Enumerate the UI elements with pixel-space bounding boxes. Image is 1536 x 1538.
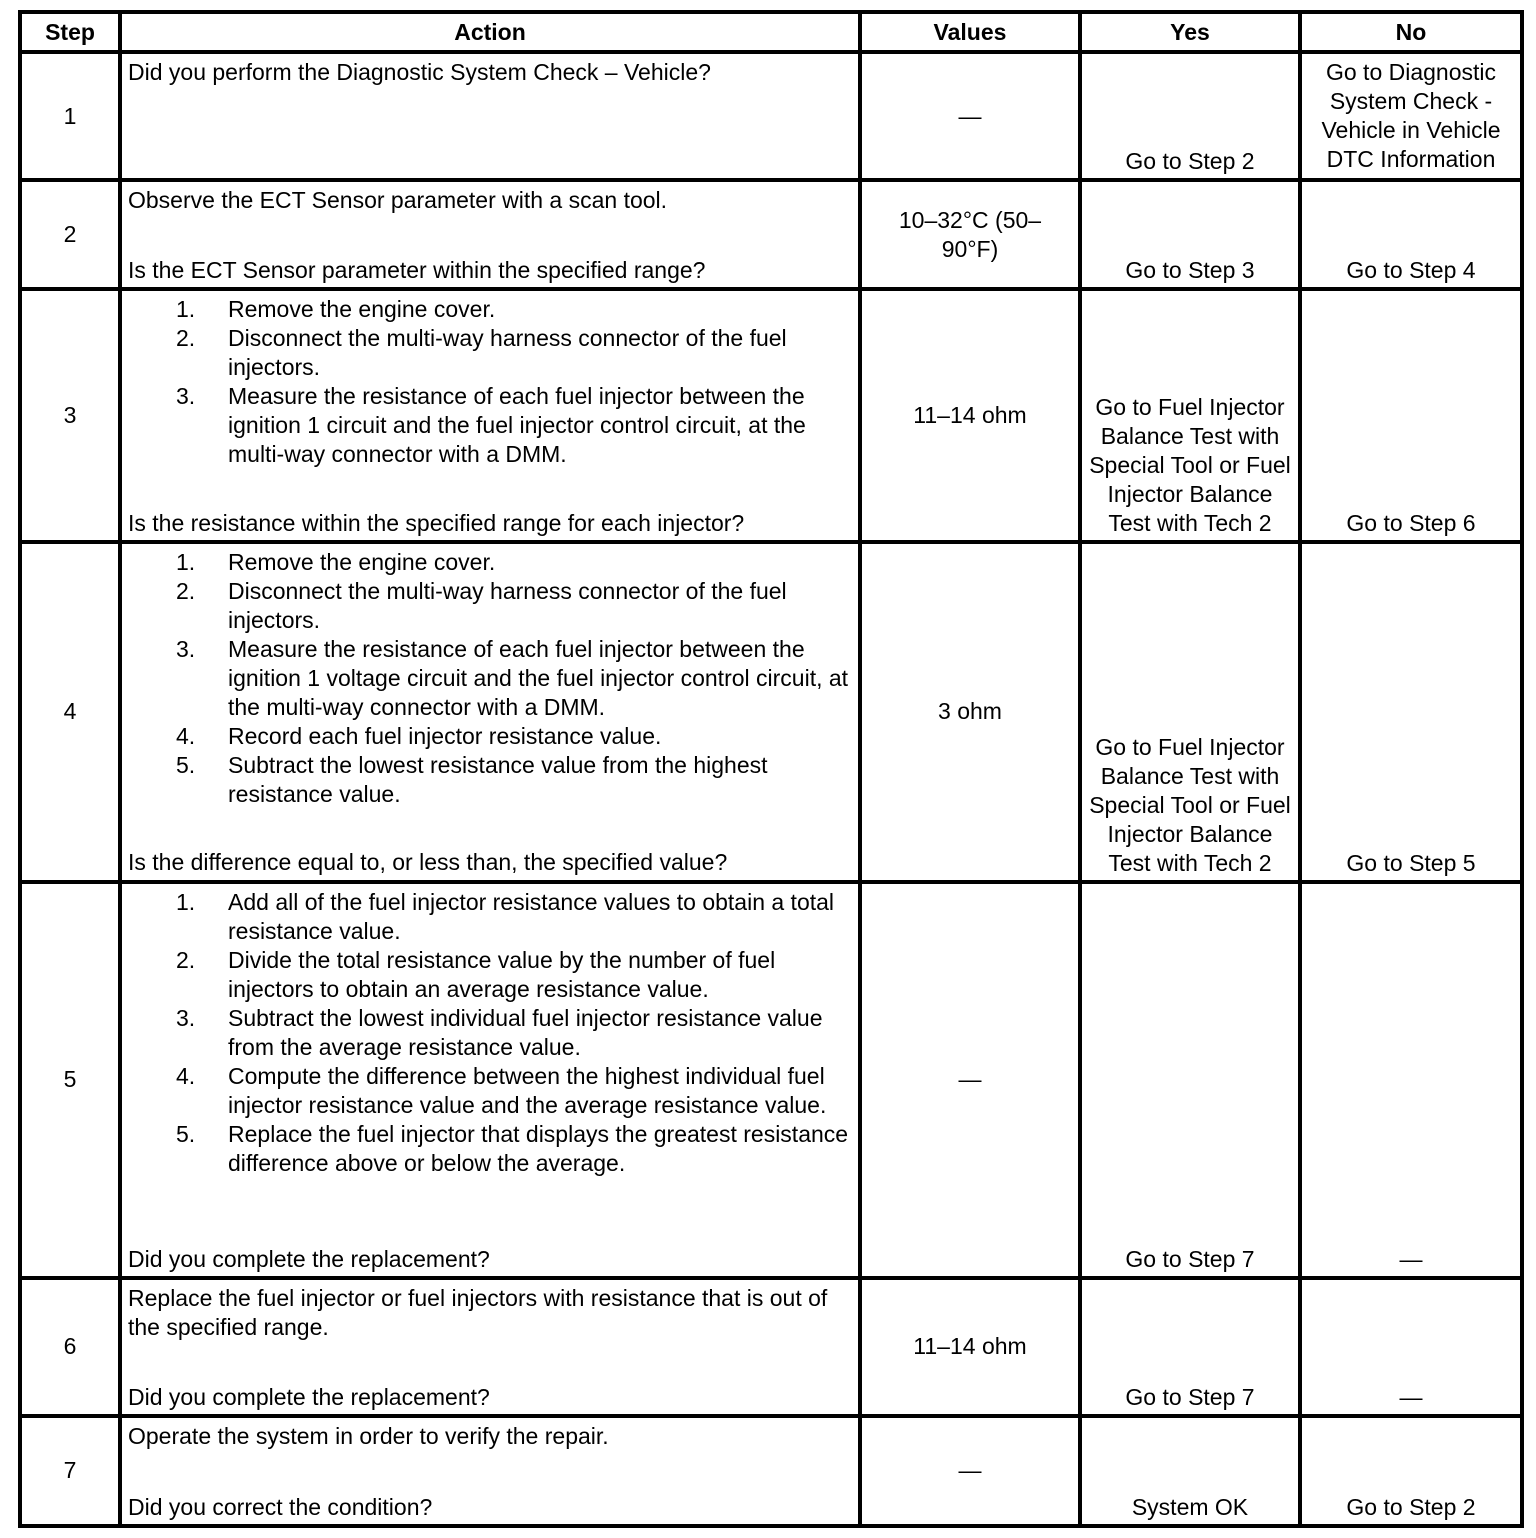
list-item: 4. Record each fuel injector resistance value. bbox=[176, 723, 662, 750]
list-item: 2. Disconnect the multi-way harness connector of the fuel injectors. bbox=[176, 578, 787, 634]
list-item: 5. Replace the fuel injector that displays the greatest resistance difference above or below the average. bbox=[176, 1120, 849, 1176]
yes-cell: Go to Step 2 bbox=[1080, 52, 1300, 180]
step-number: 5 bbox=[20, 882, 120, 1278]
no-cell: Go to Step 4 bbox=[1300, 180, 1522, 289]
value-cell: — bbox=[860, 1416, 1080, 1526]
action-question: Is the ECT Sensor parameter within the specified range? bbox=[128, 257, 706, 284]
action-cell bbox=[120, 52, 860, 180]
action-question: Is the difference equal to, or less than, the specified value? bbox=[128, 849, 728, 876]
no-cell: Go to Step 6 bbox=[1300, 289, 1522, 542]
no-cell: Go to Step 5 bbox=[1300, 542, 1522, 881]
list-item: 3. Measure the resistance of each fuel injector between the ignition 1 voltage circuit and the fuel injector control circuit, at the multi-way connector with a DMM. bbox=[176, 636, 849, 721]
yes-cell: Go to Step 7 bbox=[1080, 882, 1300, 1278]
action-cell bbox=[120, 1278, 860, 1416]
step-number: 4 bbox=[20, 542, 120, 881]
list-item: 1. Remove the engine cover. bbox=[176, 549, 496, 576]
header-values: Values bbox=[860, 12, 1080, 52]
list-item: 3. Measure the resistance of each fuel injector between the ignition 1 circuit and the fuel injector control circuit, at the multi-way connector with a DMM. bbox=[176, 383, 806, 468]
action-question: Did you complete the replacement? bbox=[128, 1245, 490, 1272]
action-cell bbox=[120, 542, 860, 881]
list-item: 2. Divide the total resistance value by the number of fuel injectors to obtain an average resistance value. bbox=[176, 946, 776, 1002]
value-cell: 11–14 ohm bbox=[860, 1278, 1080, 1416]
list-item: 4. Compute the difference between the highest individual fuel injector resistance value and the average resistance value. bbox=[176, 1062, 827, 1118]
action-text: Observe the ECT Sensor parameter with a scan tool. bbox=[128, 187, 668, 214]
value-cell: 11–14 ohm bbox=[860, 289, 1080, 542]
action-text: Did you perform the Diagnostic System Check – Vehicle? bbox=[128, 59, 711, 85]
table-row bbox=[20, 1416, 1522, 1526]
table-row bbox=[20, 882, 1522, 1278]
action-cell bbox=[120, 1416, 860, 1526]
diagnostic-table bbox=[18, 10, 1524, 1528]
value-cell: — bbox=[860, 52, 1080, 180]
action-question: Did you correct the condition? bbox=[128, 1493, 433, 1520]
header-no: No bbox=[1300, 12, 1522, 52]
action-text: Replace the fuel injector or fuel injectors with resistance that is out of the specified range. bbox=[128, 1284, 828, 1340]
list-item: 3. Subtract the lowest individual fuel injector resistance value from the average resistance value. bbox=[176, 1004, 823, 1060]
yes-cell bbox=[1080, 289, 1300, 542]
list-item: 1. Remove the engine cover. bbox=[176, 296, 496, 323]
value-cell bbox=[860, 180, 1080, 289]
step-number: 7 bbox=[20, 1416, 120, 1526]
action-question: Did you complete the replacement? bbox=[128, 1383, 490, 1410]
step-number: 6 bbox=[20, 1278, 120, 1416]
no-text: Go to Diagnostic System Check - Vehicle in Vehicle DTC Information bbox=[1321, 59, 1501, 172]
yes-cell: Go to Step 7 bbox=[1080, 1278, 1300, 1416]
action-text: Operate the system in order to verify the repair. bbox=[128, 1422, 609, 1449]
action-cell bbox=[120, 180, 860, 289]
yes-cell bbox=[1080, 542, 1300, 881]
list-item: 2. Disconnect the multi-way harness connector of the fuel injectors. bbox=[176, 325, 787, 381]
yes-cell: System OK bbox=[1080, 1416, 1300, 1526]
table-row bbox=[20, 180, 1522, 289]
substep-list bbox=[128, 888, 854, 1178]
yes-text: Go to Fuel Injector Balance Test with Special Tool or Fuel Injector Balance Test with Tech 2 bbox=[1089, 394, 1291, 537]
action-question: Is the resistance within the specified range for each injector? bbox=[128, 510, 745, 537]
step-number: 3 bbox=[20, 289, 120, 542]
table-row bbox=[20, 52, 1522, 180]
header-step: Step bbox=[20, 12, 120, 52]
no-cell: — bbox=[1300, 1278, 1522, 1416]
header-action: Action bbox=[120, 12, 860, 52]
header-yes: Yes bbox=[1080, 12, 1300, 52]
substep-list bbox=[128, 295, 854, 469]
table-row bbox=[20, 289, 1522, 542]
action-cell bbox=[120, 882, 860, 1278]
value-cell: — bbox=[860, 882, 1080, 1278]
yes-cell: Go to Step 3 bbox=[1080, 180, 1300, 289]
no-cell: — bbox=[1300, 882, 1522, 1278]
yes-text: Go to Fuel Injector Balance Test with Special Tool or Fuel Injector Balance Test with Tech 2 bbox=[1089, 733, 1291, 876]
table-row bbox=[20, 1278, 1522, 1416]
value-cell: 3 ohm bbox=[860, 542, 1080, 881]
table-row bbox=[20, 542, 1522, 881]
list-item: 1. Add all of the fuel injector resistance values to obtain a total resistance value. bbox=[176, 888, 835, 944]
step-number: 2 bbox=[20, 180, 120, 289]
no-cell: Go to Step 2 bbox=[1300, 1416, 1522, 1526]
no-cell bbox=[1300, 52, 1522, 180]
list-item: 5. Subtract the lowest resistance value from the highest resistance value. bbox=[176, 752, 768, 808]
substep-list bbox=[128, 548, 854, 809]
step-number: 1 bbox=[20, 52, 120, 180]
header-row bbox=[20, 12, 1522, 52]
action-cell bbox=[120, 289, 860, 542]
value-text: 10–32°C (50–90°F) bbox=[898, 206, 1042, 262]
